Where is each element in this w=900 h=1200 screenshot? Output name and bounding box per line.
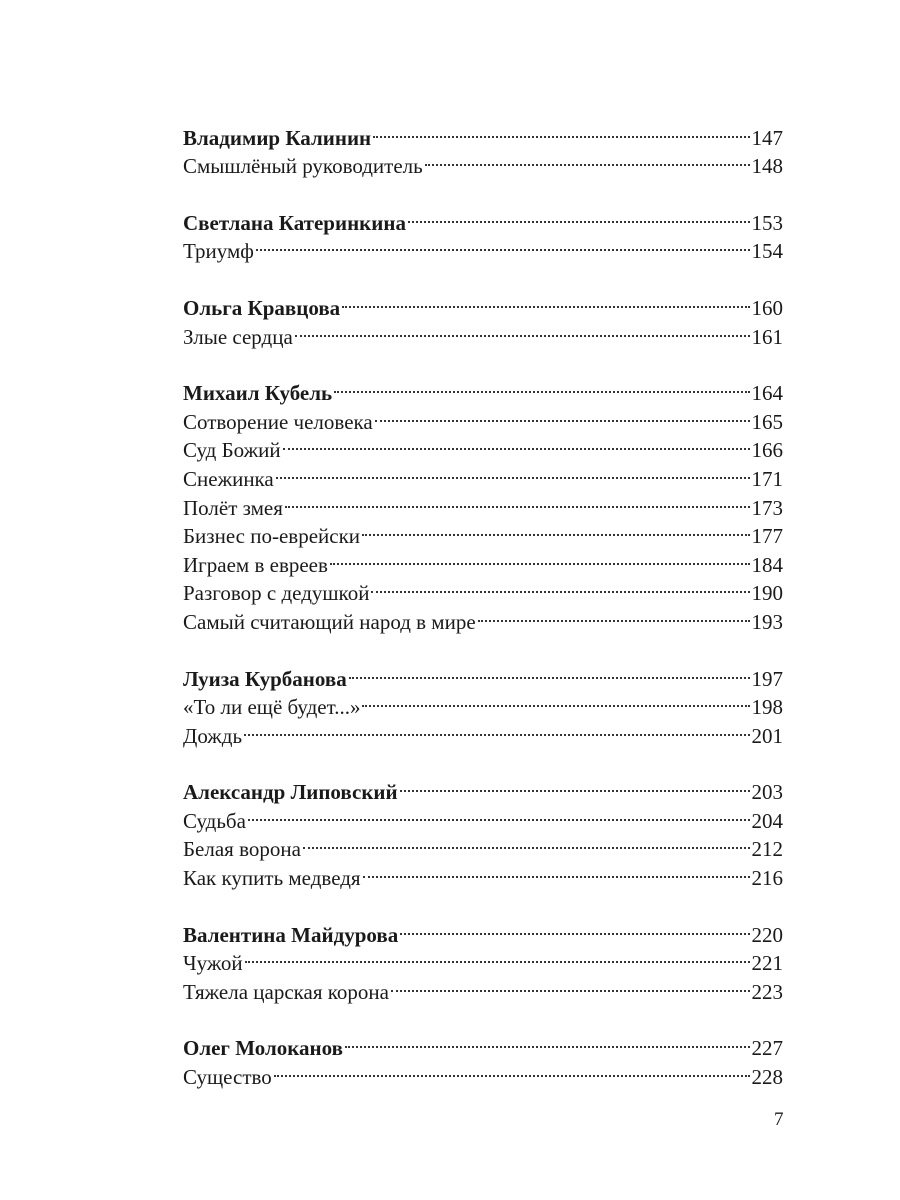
author-name: Валентина Майдурова xyxy=(183,922,399,947)
page-ref: 193 xyxy=(751,609,783,634)
work-title: Самый считающий народ в мире xyxy=(183,609,476,634)
author-name: Луиза Курбанова xyxy=(183,666,347,691)
toc-author-entry xyxy=(183,913,783,947)
toc-work-entry xyxy=(183,942,783,976)
page-ref: 148 xyxy=(751,154,783,179)
toc-section xyxy=(183,372,783,634)
toc-work-entry xyxy=(183,1055,783,1090)
dot-leader xyxy=(400,771,750,800)
toc-work-entry xyxy=(183,799,783,833)
toc-work-entry xyxy=(183,230,783,264)
page-ref: 227 xyxy=(751,1036,783,1061)
work-title: Снежинка xyxy=(183,466,274,491)
toc-author-entry xyxy=(183,372,783,406)
page-ref: 164 xyxy=(751,381,783,406)
toc-author-entry xyxy=(183,1027,783,1061)
toc-author-entry xyxy=(183,657,783,691)
page-ref: 221 xyxy=(751,951,783,976)
page-ref: 171 xyxy=(751,466,783,491)
table-of-contents xyxy=(183,116,783,1112)
author-name: Владимир Калинин xyxy=(183,125,372,150)
toc-author-entry xyxy=(183,286,783,320)
work-title: Судьба xyxy=(183,808,246,833)
page-ref: 147 xyxy=(751,125,783,150)
page-ref: 201 xyxy=(751,723,783,748)
work-title: Полёт змея xyxy=(183,495,283,520)
toc-section xyxy=(183,771,783,891)
work-title: Как купить медведя xyxy=(183,866,361,891)
toc-section xyxy=(183,1027,783,1090)
toc-work-entry xyxy=(183,714,783,748)
author-name: Михаил Кубель xyxy=(183,381,333,406)
dot-leader xyxy=(425,145,750,174)
author-name: Светлана Катеринкина xyxy=(183,210,406,235)
dot-leader xyxy=(342,286,749,315)
page-ref: 228 xyxy=(751,1065,783,1090)
page-ref: 153 xyxy=(751,210,783,235)
dot-leader xyxy=(245,942,750,971)
dot-leader xyxy=(349,657,750,686)
work-title: Сотворение человека xyxy=(183,409,373,434)
work-title: Играем в евреев xyxy=(183,552,328,577)
page-ref: 166 xyxy=(751,438,783,463)
page-ref: 165 xyxy=(751,409,783,434)
work-title: Белая ворона xyxy=(183,837,301,862)
work-title: Суд Божий xyxy=(183,438,281,463)
dot-leader xyxy=(345,1027,750,1056)
dot-leader xyxy=(303,828,750,857)
work-title: Злые сердца xyxy=(183,324,293,349)
page-ref: 190 xyxy=(751,581,783,606)
toc-work-entry xyxy=(183,970,783,1004)
dot-leader xyxy=(334,372,749,401)
work-title: Смышлёный руководитель xyxy=(183,154,423,179)
page-ref: 223 xyxy=(751,979,783,1004)
page-ref: 204 xyxy=(751,808,783,833)
page-ref: 154 xyxy=(751,239,783,264)
work-title: «То ли ещё будет...» xyxy=(183,695,361,720)
work-title: Триумф xyxy=(183,239,254,264)
dot-leader xyxy=(400,913,749,942)
dot-leader xyxy=(330,543,750,572)
dot-leader xyxy=(362,686,749,715)
dot-leader xyxy=(373,116,749,145)
dot-leader xyxy=(283,429,750,458)
dot-leader xyxy=(274,1055,750,1084)
toc-section xyxy=(183,116,783,179)
toc-section xyxy=(183,286,783,349)
dot-leader xyxy=(363,856,750,885)
toc-section xyxy=(183,201,783,264)
page-ref: 203 xyxy=(751,780,783,805)
toc-author-entry xyxy=(183,771,783,805)
dot-leader xyxy=(371,572,749,601)
dot-leader xyxy=(244,714,749,743)
page-ref: 198 xyxy=(751,695,783,720)
page-ref: 177 xyxy=(751,524,783,549)
dot-leader xyxy=(295,315,750,344)
page-ref: 184 xyxy=(751,552,783,577)
page-ref: 220 xyxy=(751,922,783,947)
work-title: Чужой xyxy=(183,951,243,976)
toc-author-entry xyxy=(183,201,783,235)
dot-leader xyxy=(391,970,750,999)
dot-leader xyxy=(408,201,750,230)
page-ref: 212 xyxy=(751,837,783,862)
dot-leader xyxy=(256,230,750,259)
toc-work-entry xyxy=(183,828,783,862)
author-name: Олег Молоканов xyxy=(183,1036,343,1061)
author-name: Александр Липовский xyxy=(183,780,398,805)
page-ref: 197 xyxy=(751,666,783,691)
page-number: 7 xyxy=(774,1109,784,1130)
dot-leader xyxy=(248,799,750,828)
page-ref: 161 xyxy=(751,324,783,349)
page-ref: 160 xyxy=(751,295,783,320)
dot-leader xyxy=(362,515,749,544)
work-title: Существо xyxy=(183,1065,272,1090)
toc-section xyxy=(183,657,783,748)
page-ref: 173 xyxy=(751,495,783,520)
toc-author-entry xyxy=(183,116,783,150)
work-title: Разговор с дедушкой xyxy=(183,581,370,606)
dot-leader xyxy=(375,400,750,429)
work-title: Дождь xyxy=(183,723,243,748)
work-title: Бизнес по-еврейски xyxy=(183,524,361,549)
work-title: Тяжела царская корона xyxy=(183,979,389,1004)
page-ref: 216 xyxy=(751,866,783,891)
dot-leader xyxy=(478,600,750,629)
author-name: Ольга Кравцова xyxy=(183,295,341,320)
dot-leader xyxy=(285,486,750,515)
dot-leader xyxy=(276,457,750,486)
toc-section xyxy=(183,913,783,1004)
